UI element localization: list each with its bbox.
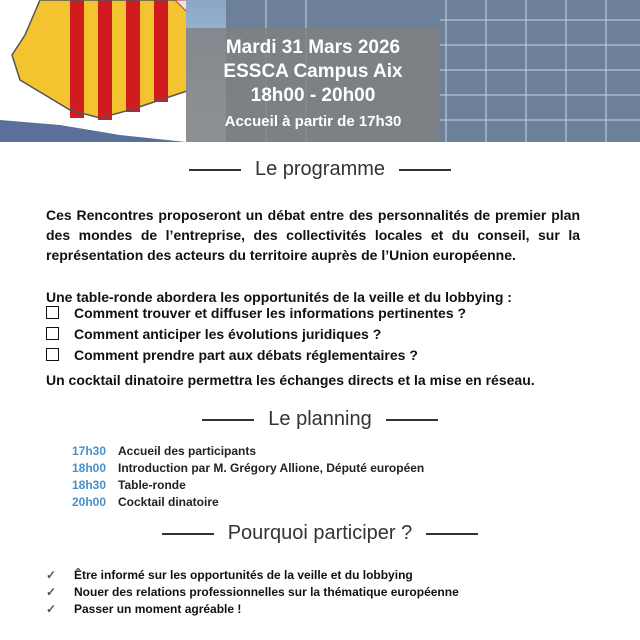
- question-text: Comment trouver et diffuser les informations pertinentes ?: [74, 304, 467, 321]
- planning-row: [72, 443, 424, 460]
- event-date: Mardi 31 Mars 2026: [225, 37, 401, 58]
- list-item: [46, 567, 459, 584]
- programme-intro: Ces Rencontres proposeront un débat entre des personnalités de premier plan des mondes de l’entreprise, des collectivités locales et du conseil, sur la représentation des acteurs du territoire auprès de l’Union européenne.: [46, 207, 580, 263]
- checkbox-icon: [46, 327, 59, 340]
- planning-time: 20h00: [72, 495, 107, 509]
- event-info-box: [186, 28, 440, 142]
- planning-desc: Table-ronde: [118, 478, 186, 492]
- heading-rule-right: [426, 533, 478, 535]
- list-item: [46, 601, 459, 618]
- planning-time: 17h30: [72, 444, 107, 458]
- checkbox-icon: [46, 348, 59, 361]
- list-item: [46, 302, 586, 323]
- checkbox-icon: [46, 306, 59, 319]
- why-title: Pourquoi participer ?: [227, 522, 413, 544]
- programme-closing: Un cocktail dinatoire permettra les échanges directs et la mise en réseau.: [46, 372, 535, 388]
- questions-list: [46, 302, 586, 365]
- list-item: [46, 584, 459, 601]
- heading-rule-right: [386, 419, 438, 421]
- planning-desc: Accueil des participants: [118, 444, 257, 458]
- programme-lead: Une table-ronde abordera les opportunités de la veille et du lobbying :: [46, 289, 512, 305]
- programme-title: Le programme: [254, 158, 386, 180]
- planning-heading: [0, 408, 640, 431]
- list-item: [46, 344, 586, 365]
- event-venue: ESSCA Campus Aix: [223, 61, 403, 82]
- header-banner: [0, 0, 640, 142]
- why-item-text: Passer un moment agréable !: [74, 602, 242, 616]
- planning-row: [72, 494, 424, 511]
- event-time: 18h00 - 20h00: [250, 85, 376, 106]
- planning-title: Le planning: [268, 408, 372, 430]
- why-item-text: Nouer des relations professionnelles sur la thématique européenne: [74, 585, 459, 599]
- why-heading: [0, 522, 640, 545]
- heading-rule-left: [162, 533, 214, 535]
- heading-rule-left: [189, 169, 241, 171]
- planning-row: [72, 477, 424, 494]
- check-icon: ✓: [46, 568, 57, 582]
- planning-row: [72, 460, 424, 477]
- planning-time: 18h30: [72, 478, 107, 492]
- programme-heading: [0, 158, 640, 181]
- planning-time: 18h00: [72, 461, 107, 475]
- planning-desc: Cocktail dinatoire: [118, 495, 219, 509]
- why-item-text: Être informé sur les opportunités de la veille et du lobbying: [74, 568, 413, 582]
- heading-rule-right: [399, 169, 451, 171]
- list-item: [46, 323, 586, 344]
- planning-list: [72, 443, 424, 511]
- question-text: Comment anticiper les évolutions juridiques ?: [74, 325, 382, 342]
- event-welcome: Accueil à partir de 17h30: [224, 113, 402, 130]
- check-icon: ✓: [46, 585, 57, 599]
- why-list: [46, 567, 459, 618]
- heading-rule-left: [202, 419, 254, 421]
- question-text: Comment prendre part aux débats réglementaires ?: [74, 346, 418, 363]
- check-icon: ✓: [46, 602, 57, 616]
- planning-desc: Introduction par M. Grégory Allione, Député européen: [118, 461, 425, 475]
